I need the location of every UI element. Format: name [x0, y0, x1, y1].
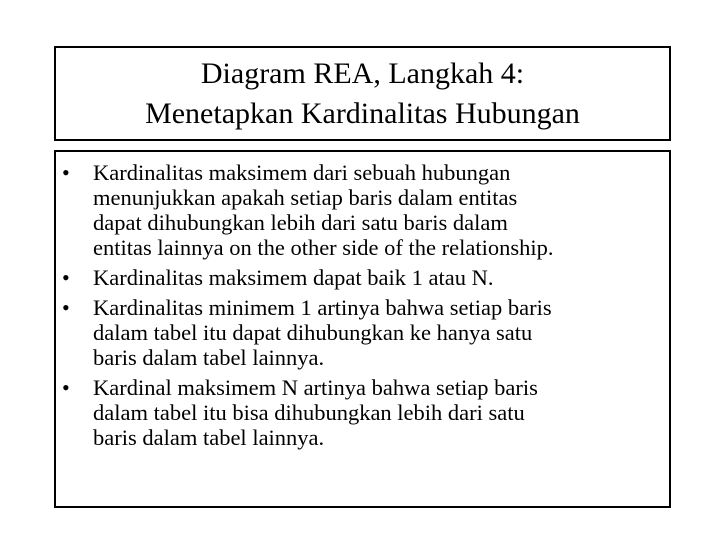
bullet-text-line: menunjukkan apakah setiap baris dalam entitas	[93, 185, 518, 210]
bullet-text-line: dalam tabel itu bisa dihubungkan lebih dari satu	[93, 400, 525, 425]
bullet-text-line: Kardinal maksimem N artinya bahwa setiap baris	[93, 375, 538, 400]
bullet-text-line: Kardinalitas maksimem dari sebuah hubungan	[93, 160, 511, 185]
bullet-icon: •	[62, 295, 70, 320]
bullet-item-4	[58, 375, 668, 450]
bullet-text-line: entitas lainnya on the other side of the relationship.	[93, 235, 554, 260]
bullet-item-2	[58, 265, 668, 290]
slide-content-box	[54, 150, 671, 508]
bullet-text-line: Kardinalitas minimem 1 artinya bahwa setiap baris	[93, 295, 552, 320]
bullet-text-line: dapat dihubungkan lebih dari satu baris dalam	[93, 210, 508, 235]
bullet-text-line: baris dalam tabel lainnya.	[93, 345, 325, 370]
bullet-text-line: dalam tabel itu dapat dihubungkan ke hanya satu	[93, 320, 533, 345]
bullet-list	[58, 160, 668, 455]
bullet-text-line: baris dalam tabel lainnya.	[93, 425, 325, 450]
bullet-icon: •	[62, 375, 70, 400]
slide-title-box	[54, 46, 671, 141]
slide-title-line-2: Menetapkan Kardinalitas Hubungan	[145, 96, 580, 130]
bullet-text-line: Kardinalitas maksimem dapat baik 1 atau N.	[93, 265, 494, 290]
bullet-item-3	[58, 295, 668, 370]
bullet-icon: •	[62, 160, 70, 185]
bullet-item-1	[58, 160, 668, 260]
bullet-icon: •	[62, 265, 70, 290]
slide-title-line-1: Diagram REA, Langkah 4:	[200, 56, 525, 90]
